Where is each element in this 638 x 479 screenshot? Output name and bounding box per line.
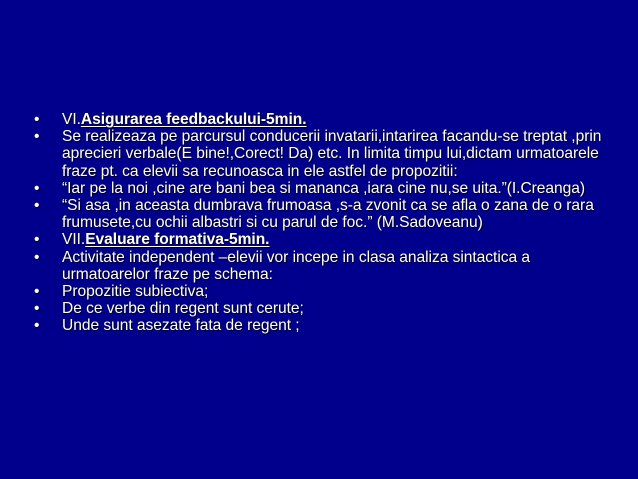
section-title: Evaluare formativa-5min. [85,231,270,249]
bullet-item-quote-sadoveanu [34,197,614,231]
bullet-text: Propozitie subiectiva; [62,283,209,301]
bullet-icon: • [34,179,40,197]
bullet-icon: • [34,128,40,146]
bullet-icon: • [34,300,40,318]
bullet-icon: • [34,197,40,215]
bullet-item-evaluation-heading [34,231,614,248]
section-number: VI. [62,111,81,128]
bullet-text: “Si asa ,in aceasta dumbrava frumoasa ,s-a zvonit ca se afla o zana de o rara frumusete,cu ochii albastri si cu parul de foc.” (M.Sadoveanu) [62,197,594,232]
bullet-item-quote-creanga [34,180,614,197]
bullet-item-placement [34,317,614,334]
bullet-icon: • [34,317,40,335]
bullet-text: De ce verbe din regent sunt cerute; [62,300,304,318]
bullet-item-subjective-clause [34,283,614,300]
bullet-text: Se realizeaza pe parcursul conducerii invatarii,intarirea facandu-se treptat ,prin aprecieri verbale(E bine!,Corect! Da) etc. In limita timpu lui,dictam urmatoarele fraze pt. ca elevii sa recunoasca in ele astfel de propozitii: [62,128,602,180]
bullet-list [34,111,614,335]
bullet-item-feedback-heading [34,111,614,128]
bullet-text: “Iar pe la noi ,cine are bani bea si mananca ,iara cine nu,se uita.”(I.Creanga) [62,179,586,197]
bullet-text: Unde sunt asezate fata de regent ; [62,317,300,335]
bullet-icon: • [34,231,40,249]
bullet-item-required-verbs [34,300,614,317]
bullet-item-independent-activity [34,249,614,283]
section-title: Asigurarea feedbackului-5min. [80,111,307,128]
section-number: VII. [62,231,86,249]
bullet-text: Activitate independent –elevii vor incepe in clasa analiza sintactica a urmatoarelor fraze pe schema: [62,248,531,283]
bullet-item-feedback-description [34,128,614,180]
bullet-icon: • [34,111,40,128]
bullet-icon: • [34,283,40,301]
bullet-icon: • [34,248,40,266]
